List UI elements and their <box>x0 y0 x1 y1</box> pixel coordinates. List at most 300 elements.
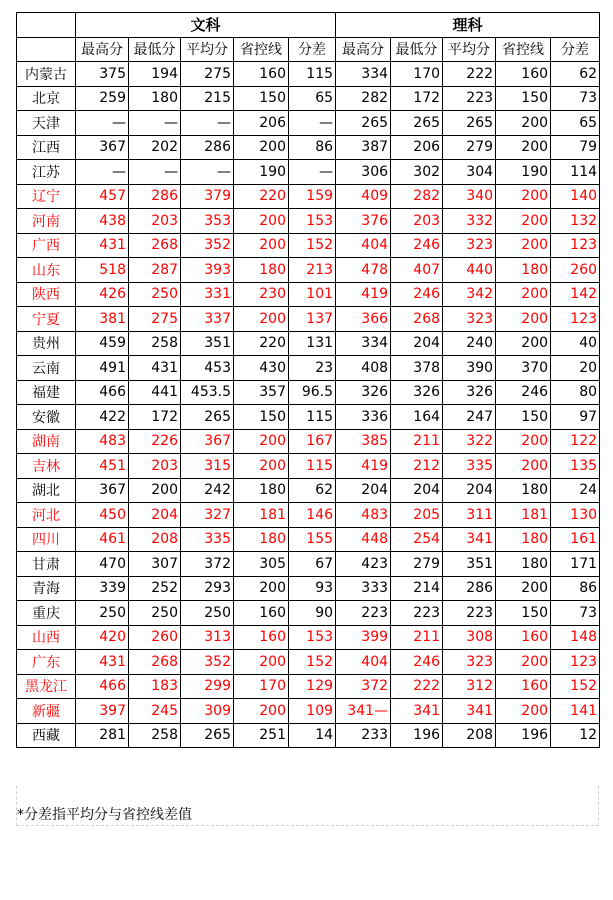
province-cell: 天津 <box>17 111 76 136</box>
li-value-cell: 200 <box>496 699 551 724</box>
wen-value-cell: 260 <box>129 625 181 650</box>
li-value-cell: 341— <box>336 699 391 724</box>
wen-value-cell: 160 <box>234 625 289 650</box>
li-value-cell: 62 <box>551 62 600 87</box>
table-body <box>17 62 600 748</box>
wen-value-cell: 287 <box>129 258 181 283</box>
table-row <box>17 625 600 650</box>
wen-value-cell: 181 <box>234 503 289 528</box>
li-value-cell: 204 <box>391 478 443 503</box>
li-value-cell: 385 <box>336 429 391 454</box>
wen-value-cell: 461 <box>76 527 129 552</box>
li-value-cell: 211 <box>391 429 443 454</box>
wen-value-cell: 65 <box>289 86 336 111</box>
li-value-cell: 409 <box>336 184 391 209</box>
wen-value-cell: 220 <box>234 184 289 209</box>
table-row <box>17 86 600 111</box>
wen-value-cell: 200 <box>234 650 289 675</box>
li-value-cell: 322 <box>443 429 496 454</box>
wen-value-cell: 200 <box>234 209 289 234</box>
wen-value-cell: — <box>76 111 129 136</box>
li-value-cell: 200 <box>496 576 551 601</box>
li-value-cell: 123 <box>551 233 600 258</box>
li-value-cell: 246 <box>496 380 551 405</box>
wen-value-cell: 453.5 <box>181 380 234 405</box>
province-cell: 陕西 <box>17 282 76 307</box>
wen-value-cell: 265 <box>181 723 234 748</box>
li-value-cell: 334 <box>336 331 391 356</box>
li-value-cell: 340 <box>443 184 496 209</box>
wen-value-cell: 115 <box>289 62 336 87</box>
li-value-cell: 130 <box>551 503 600 528</box>
wen-value-cell: 420 <box>76 625 129 650</box>
li-value-cell: 223 <box>443 86 496 111</box>
li-value-cell: 80 <box>551 380 600 405</box>
province-cell: 青海 <box>17 576 76 601</box>
li-value-cell: 399 <box>336 625 391 650</box>
wen-value-cell: 315 <box>181 454 234 479</box>
li-value-cell: 97 <box>551 405 600 430</box>
province-cell: 四川 <box>17 527 76 552</box>
li-value-cell: 478 <box>336 258 391 283</box>
province-cell: 湖南 <box>17 429 76 454</box>
li-value-cell: 419 <box>336 282 391 307</box>
li-value-cell: 180 <box>496 552 551 577</box>
province-cell: 西藏 <box>17 723 76 748</box>
li-value-cell: 282 <box>391 184 443 209</box>
li-value-cell: 20 <box>551 356 600 381</box>
wen-value-cell: 200 <box>234 454 289 479</box>
li-col-header: 省控线 <box>496 37 551 62</box>
province-cell: 吉林 <box>17 454 76 479</box>
li-value-cell: 404 <box>336 233 391 258</box>
table-row <box>17 380 600 405</box>
li-value-cell: 114 <box>551 160 600 185</box>
wen-value-cell: 160 <box>234 62 289 87</box>
li-col-header: 平均分 <box>443 37 496 62</box>
li-value-cell: 180 <box>496 527 551 552</box>
li-value-cell: 376 <box>336 209 391 234</box>
li-value-cell: 150 <box>496 86 551 111</box>
wen-value-cell: 14 <box>289 723 336 748</box>
province-cell: 重庆 <box>17 601 76 626</box>
li-value-cell: 265 <box>443 111 496 136</box>
wen-value-cell: 200 <box>234 307 289 332</box>
wen-value-cell: 379 <box>181 184 234 209</box>
province-cell: 广东 <box>17 650 76 675</box>
li-value-cell: 211 <box>391 625 443 650</box>
table-row <box>17 331 600 356</box>
footnote: *分差指平均分与省控线差值 <box>17 807 192 823</box>
column-header-row <box>17 37 600 62</box>
wen-value-cell: 137 <box>289 307 336 332</box>
wen-value-cell: 23 <box>289 356 336 381</box>
wen-value-cell: 286 <box>129 184 181 209</box>
li-value-cell: 335 <box>443 454 496 479</box>
wen-value-cell: 327 <box>181 503 234 528</box>
province-cell: 湖北 <box>17 478 76 503</box>
province-cell: 河南 <box>17 209 76 234</box>
wen-value-cell: 215 <box>181 86 234 111</box>
wen-value-cell: 167 <box>289 429 336 454</box>
table-row <box>17 62 600 87</box>
province-cell: 江西 <box>17 135 76 160</box>
li-value-cell: 122 <box>551 429 600 454</box>
li-value-cell: 161 <box>551 527 600 552</box>
li-value-cell: 419 <box>336 454 391 479</box>
table-row <box>17 184 600 209</box>
table-row <box>17 233 600 258</box>
wen-value-cell: 305 <box>234 552 289 577</box>
li-value-cell: 326 <box>391 380 443 405</box>
li-value-cell: 212 <box>391 454 443 479</box>
wen-value-cell: 208 <box>129 527 181 552</box>
li-value-cell: 181 <box>496 503 551 528</box>
wen-value-cell: 131 <box>289 331 336 356</box>
province-cell: 贵州 <box>17 331 76 356</box>
province-cell: 黑龙江 <box>17 674 76 699</box>
province-cell: 福建 <box>17 380 76 405</box>
li-value-cell: 200 <box>496 650 551 675</box>
province-cell: 甘肃 <box>17 552 76 577</box>
li-value-cell: 404 <box>336 650 391 675</box>
li-value-cell: 366 <box>336 307 391 332</box>
table-row <box>17 478 600 503</box>
wen-value-cell: 331 <box>181 282 234 307</box>
table-row <box>17 135 600 160</box>
li-value-cell: 387 <box>336 135 391 160</box>
li-value-cell: 200 <box>496 307 551 332</box>
wen-value-cell: 438 <box>76 209 129 234</box>
wen-value-cell: 146 <box>289 503 336 528</box>
wen-value-cell: 309 <box>181 699 234 724</box>
li-value-cell: 73 <box>551 86 600 111</box>
li-value-cell: 170 <box>391 62 443 87</box>
wen-value-cell: 307 <box>129 552 181 577</box>
wen-value-cell: 337 <box>181 307 234 332</box>
li-value-cell: 222 <box>443 62 496 87</box>
wen-value-cell: 204 <box>129 503 181 528</box>
li-value-cell: 246 <box>391 282 443 307</box>
wen-value-cell: 155 <box>289 527 336 552</box>
wen-value-cell: 109 <box>289 699 336 724</box>
wen-value-cell: 250 <box>129 282 181 307</box>
wen-value-cell: 230 <box>234 282 289 307</box>
wen-value-cell: 353 <box>181 209 234 234</box>
li-value-cell: 142 <box>551 282 600 307</box>
wen-value-cell: — <box>181 160 234 185</box>
wen-value-cell: 153 <box>289 625 336 650</box>
table-row <box>17 650 600 675</box>
wen-value-cell: 491 <box>76 356 129 381</box>
wen-value-cell: 250 <box>129 601 181 626</box>
li-value-cell: 260 <box>551 258 600 283</box>
wen-value-cell: 293 <box>181 576 234 601</box>
wen-value-cell: 152 <box>289 650 336 675</box>
wen-value-cell: 367 <box>76 135 129 160</box>
li-value-cell: 86 <box>551 576 600 601</box>
table-row <box>17 723 600 748</box>
li-value-cell: 342 <box>443 282 496 307</box>
wen-value-cell: 372 <box>181 552 234 577</box>
li-value-cell: 172 <box>391 86 443 111</box>
li-value-cell: 214 <box>391 576 443 601</box>
province-cell: 内蒙古 <box>17 62 76 87</box>
li-value-cell: 407 <box>391 258 443 283</box>
table-row <box>17 674 600 699</box>
li-value-cell: 265 <box>391 111 443 136</box>
li-value-cell: 448 <box>336 527 391 552</box>
wen-value-cell: 441 <box>129 380 181 405</box>
wen-value-cell: 483 <box>76 429 129 454</box>
li-value-cell: 200 <box>496 233 551 258</box>
table-row <box>17 552 600 577</box>
table-row <box>17 576 600 601</box>
wen-value-cell: 203 <box>129 454 181 479</box>
group-header-row <box>17 13 600 38</box>
province-cell: 云南 <box>17 356 76 381</box>
wen-value-cell: 242 <box>181 478 234 503</box>
li-value-cell: 240 <box>443 331 496 356</box>
wen-value-cell: 153 <box>289 209 336 234</box>
wen-value-cell: 265 <box>181 405 234 430</box>
wen-value-cell: — <box>181 111 234 136</box>
li-value-cell: 200 <box>496 184 551 209</box>
li-value-cell: 160 <box>496 625 551 650</box>
wen-value-cell: 190 <box>234 160 289 185</box>
wen-value-cell: 202 <box>129 135 181 160</box>
wen-value-cell: — <box>129 160 181 185</box>
li-value-cell: 200 <box>496 209 551 234</box>
wen-value-cell: 115 <box>289 405 336 430</box>
wen-value-cell: 381 <box>76 307 129 332</box>
wen-value-cell: 457 <box>76 184 129 209</box>
wen-value-cell: 268 <box>129 650 181 675</box>
li-value-cell: 304 <box>443 160 496 185</box>
corner-cell <box>17 13 76 38</box>
wen-value-cell: 252 <box>129 576 181 601</box>
wen-value-cell: 200 <box>234 135 289 160</box>
table-row <box>17 601 600 626</box>
wen-value-cell: — <box>129 111 181 136</box>
li-header: 理科 <box>336 13 600 38</box>
wen-col-header: 省控线 <box>234 37 289 62</box>
wen-value-cell: 518 <box>76 258 129 283</box>
wen-value-cell: 183 <box>129 674 181 699</box>
li-value-cell: 483 <box>336 503 391 528</box>
wen-value-cell: 281 <box>76 723 129 748</box>
wen-value-cell: 115 <box>289 454 336 479</box>
wen-value-cell: 335 <box>181 527 234 552</box>
li-value-cell: 196 <box>496 723 551 748</box>
wen-value-cell: 397 <box>76 699 129 724</box>
wen-value-cell: 339 <box>76 576 129 601</box>
table-row <box>17 699 600 724</box>
li-value-cell: 171 <box>551 552 600 577</box>
li-value-cell: 279 <box>391 552 443 577</box>
li-value-cell: 148 <box>551 625 600 650</box>
li-value-cell: 246 <box>391 650 443 675</box>
wen-value-cell: 226 <box>129 429 181 454</box>
wen-value-cell: 375 <box>76 62 129 87</box>
li-value-cell: 247 <box>443 405 496 430</box>
province-cell: 宁夏 <box>17 307 76 332</box>
li-value-cell: 190 <box>496 160 551 185</box>
li-value-cell: 341 <box>443 699 496 724</box>
li-value-cell: 372 <box>336 674 391 699</box>
li-value-cell: 141 <box>551 699 600 724</box>
wen-value-cell: 250 <box>181 601 234 626</box>
wen-value-cell: 200 <box>129 478 181 503</box>
li-value-cell: 423 <box>336 552 391 577</box>
li-value-cell: 73 <box>551 601 600 626</box>
wen-value-cell: 101 <box>289 282 336 307</box>
wen-value-cell: 351 <box>181 331 234 356</box>
note-box <box>16 786 599 826</box>
li-value-cell: 336 <box>336 405 391 430</box>
table-row <box>17 111 600 136</box>
wen-value-cell: 170 <box>234 674 289 699</box>
li-value-cell: 160 <box>496 674 551 699</box>
li-value-cell: 378 <box>391 356 443 381</box>
table-row <box>17 527 600 552</box>
table-row <box>17 160 600 185</box>
province-header-cell <box>17 37 76 62</box>
li-value-cell: 79 <box>551 135 600 160</box>
table-row <box>17 209 600 234</box>
wen-value-cell: 129 <box>289 674 336 699</box>
wen-value-cell: 67 <box>289 552 336 577</box>
li-value-cell: 135 <box>551 454 600 479</box>
li-value-cell: 254 <box>391 527 443 552</box>
score-table <box>16 12 600 748</box>
li-value-cell: 440 <box>443 258 496 283</box>
wen-value-cell: 200 <box>234 233 289 258</box>
wen-value-cell: 393 <box>181 258 234 283</box>
li-value-cell: 326 <box>443 380 496 405</box>
wen-value-cell: 275 <box>181 62 234 87</box>
li-value-cell: 341 <box>443 527 496 552</box>
li-value-cell: 140 <box>551 184 600 209</box>
province-cell: 辽宁 <box>17 184 76 209</box>
li-value-cell: 246 <box>391 233 443 258</box>
wen-value-cell: 431 <box>129 356 181 381</box>
wen-value-cell: 422 <box>76 405 129 430</box>
li-value-cell: 204 <box>336 478 391 503</box>
li-value-cell: 282 <box>336 86 391 111</box>
li-value-cell: 123 <box>551 307 600 332</box>
li-value-cell: 203 <box>391 209 443 234</box>
li-value-cell: 12 <box>551 723 600 748</box>
wen-value-cell: 466 <box>76 380 129 405</box>
wen-value-cell: 459 <box>76 331 129 356</box>
wen-value-cell: 251 <box>234 723 289 748</box>
li-value-cell: 65 <box>551 111 600 136</box>
wen-value-cell: — <box>76 160 129 185</box>
wen-value-cell: 180 <box>234 527 289 552</box>
li-value-cell: 150 <box>496 601 551 626</box>
wen-value-cell: 220 <box>234 331 289 356</box>
wen-value-cell: 96.5 <box>289 380 336 405</box>
li-value-cell: 286 <box>443 576 496 601</box>
li-value-cell: 370 <box>496 356 551 381</box>
li-value-cell: 152 <box>551 674 600 699</box>
wen-value-cell: 213 <box>289 258 336 283</box>
li-value-cell: 150 <box>496 405 551 430</box>
li-value-cell: 308 <box>443 625 496 650</box>
li-value-cell: 160 <box>496 62 551 87</box>
li-value-cell: 341 <box>391 699 443 724</box>
li-value-cell: 180 <box>496 258 551 283</box>
wen-col-header: 分差 <box>289 37 336 62</box>
wen-col-header: 最低分 <box>129 37 181 62</box>
li-col-header: 最低分 <box>391 37 443 62</box>
li-value-cell: 196 <box>391 723 443 748</box>
wen-value-cell: 367 <box>181 429 234 454</box>
li-value-cell: 200 <box>496 282 551 307</box>
province-cell: 新疆 <box>17 699 76 724</box>
li-value-cell: 333 <box>336 576 391 601</box>
wen-value-cell: 200 <box>234 576 289 601</box>
wen-value-cell: 160 <box>234 601 289 626</box>
table-row <box>17 356 600 381</box>
li-value-cell: 323 <box>443 233 496 258</box>
table-row <box>17 405 600 430</box>
wen-value-cell: — <box>289 160 336 185</box>
wen-value-cell: 159 <box>289 184 336 209</box>
wen-value-cell: 275 <box>129 307 181 332</box>
li-value-cell: 205 <box>391 503 443 528</box>
wen-value-cell: 286 <box>181 135 234 160</box>
wen-value-cell: 357 <box>234 380 289 405</box>
li-value-cell: 306 <box>336 160 391 185</box>
li-value-cell: 268 <box>391 307 443 332</box>
li-value-cell: 222 <box>391 674 443 699</box>
wen-value-cell: 180 <box>234 258 289 283</box>
li-col-header: 分差 <box>551 37 600 62</box>
wen-value-cell: 259 <box>76 86 129 111</box>
province-cell: 山西 <box>17 625 76 650</box>
wen-value-cell: 431 <box>76 233 129 258</box>
li-value-cell: 302 <box>391 160 443 185</box>
wen-value-cell: 250 <box>76 601 129 626</box>
wen-value-cell: 258 <box>129 331 181 356</box>
li-value-cell: 180 <box>496 478 551 503</box>
li-value-cell: 326 <box>336 380 391 405</box>
li-value-cell: 323 <box>443 307 496 332</box>
li-value-cell: 204 <box>443 478 496 503</box>
li-value-cell: 223 <box>391 601 443 626</box>
li-value-cell: 164 <box>391 405 443 430</box>
wen-value-cell: 150 <box>234 405 289 430</box>
wen-value-cell: 93 <box>289 576 336 601</box>
province-cell: 安徽 <box>17 405 76 430</box>
wen-header: 文科 <box>76 13 336 38</box>
li-value-cell: 24 <box>551 478 600 503</box>
li-value-cell: 279 <box>443 135 496 160</box>
li-value-cell: 312 <box>443 674 496 699</box>
province-cell: 北京 <box>17 86 76 111</box>
wen-value-cell: 180 <box>129 86 181 111</box>
wen-value-cell: 86 <box>289 135 336 160</box>
wen-value-cell: 426 <box>76 282 129 307</box>
province-cell: 山东 <box>17 258 76 283</box>
wen-value-cell: 352 <box>181 233 234 258</box>
wen-value-cell: 268 <box>129 233 181 258</box>
province-cell: 河北 <box>17 503 76 528</box>
wen-value-cell: 200 <box>234 429 289 454</box>
province-cell: 江苏 <box>17 160 76 185</box>
